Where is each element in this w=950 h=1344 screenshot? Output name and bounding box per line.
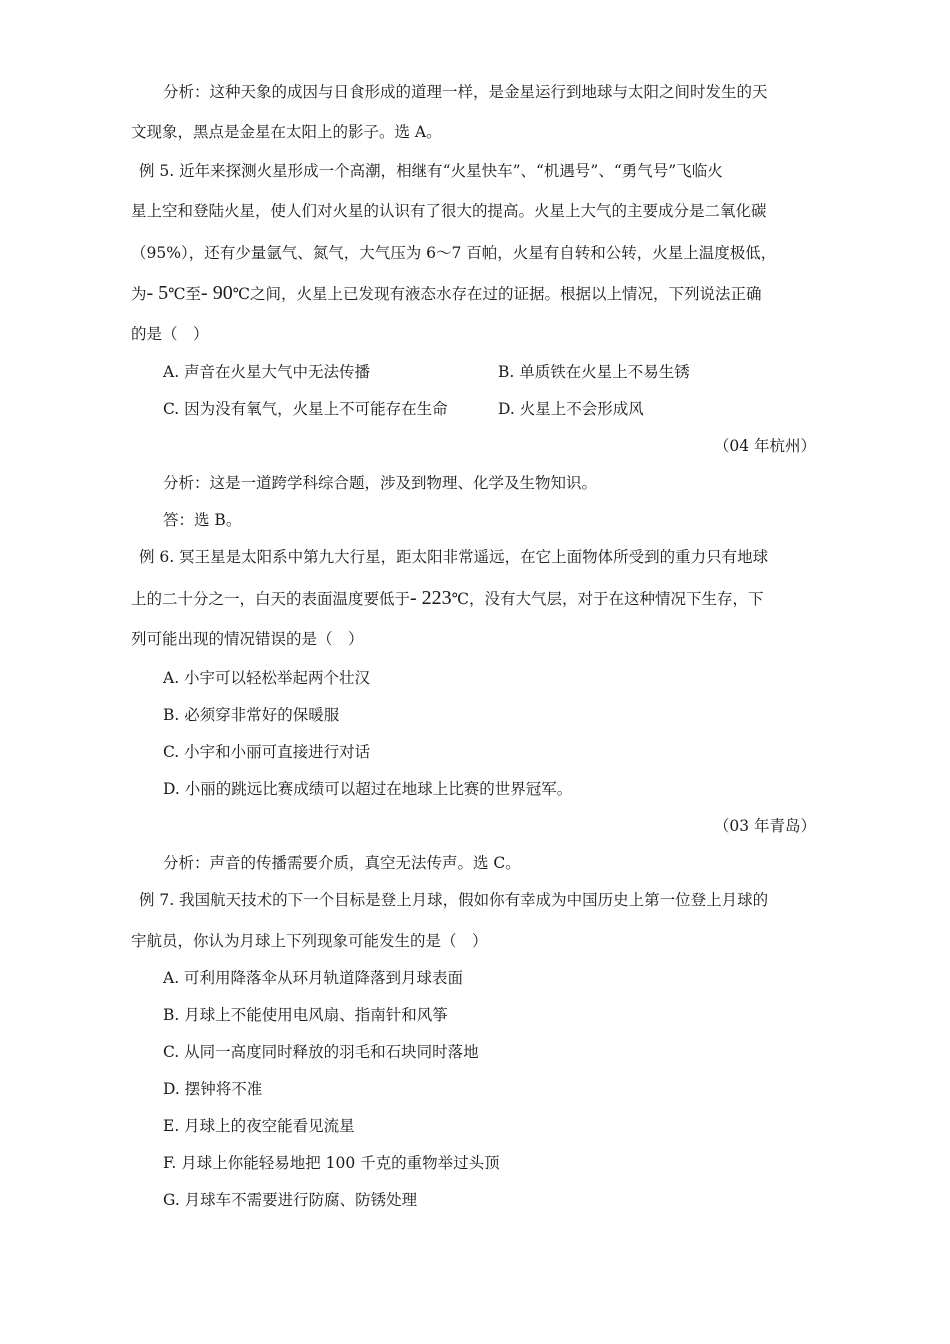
example-7-option-e: E. 月球上的夜空能看见流星 (163, 1117, 355, 1135)
example-6-source: （03 年青岛） (713, 817, 816, 835)
example-6-analysis: 分析：声音的传播需要介质，真空无法传声。选 C。 (163, 854, 521, 872)
text: ℃之间，火星上已发现有液态水存在过的证据。根据以上情况，下列说法正确 (232, 285, 762, 303)
example-6-line2 (131, 587, 764, 610)
example-6-option-a: A. 小宇可以轻松举起两个壮汉 (163, 669, 371, 687)
example-5-source: （04 年杭州） (713, 437, 816, 455)
example-5-option-c: C. 因为没有氧气，火星上不可能存在生命 (163, 400, 448, 418)
example-5-analysis: 分析：这是一道跨学科综合题，涉及到物理、化学及生物知识。 (163, 474, 598, 492)
analysis-ex4-line1: 分析：这种天象的成因与日食形成的道理一样，是金星运行到地球与太阳之间时发生的天 (163, 83, 768, 101)
temperature-value: - 5 (146, 282, 169, 304)
example-7-option-d: D. 摆钟将不准 (163, 1080, 263, 1098)
example-6-line3: 列可能出现的情况错误的是（ ） (131, 630, 364, 648)
example-5-option-a: A. 声音在火星大气中无法传播 (163, 363, 371, 381)
example-6-option-d: D. 小丽的跳远比赛成绩可以超过在地球上比赛的世界冠军。 (163, 780, 573, 798)
example-5-option-b: B. 单质铁在火星上不易生锈 (498, 363, 690, 381)
example-5-line3: （95%），还有少量氩气、氮气，大气压为 6～7 百帕，火星有自转和公转，火星上温度极低， (131, 244, 777, 262)
example-5-line2: 星上空和登陆火星，使人们对火星的认识有了很大的提高。火星上大气的主要成分是二氧化碳 (131, 202, 767, 220)
analysis-ex4-line2: 文现象，黑点是金星在太阳上的影子。选 A。 (131, 123, 442, 141)
example-7-option-b: B. 月球上不能使用电风扇、指南针和风筝 (163, 1006, 448, 1024)
example-6-option-b: B. 必须穿非常好的保暖服 (163, 706, 340, 724)
example-7-option-f: F. 月球上你能轻易地把 100 千克的重物举过头顶 (163, 1154, 500, 1172)
text: 上的二十分之一，白天的表面温度要低于 (131, 590, 411, 608)
example-5-answer: 答：选 B。 (163, 511, 242, 529)
example-6-line1: 例 6. 冥王星是太阳系中第九大行星，距太阳非常遥远，在它上面物体所受到的重力只有地球 (139, 548, 769, 566)
temperature-value: - 223 (410, 587, 452, 609)
example-5-line5: 的是（ ） (131, 325, 209, 343)
example-7-option-a: A. 可利用降落伞从环月轨道降落到月球表面 (163, 969, 464, 987)
example-7-option-c: C. 从同一高度同时释放的羽毛和石块同时落地 (163, 1043, 479, 1061)
text: ℃至 (168, 285, 202, 303)
text: 为 (131, 285, 147, 303)
example-7-line1: 例 7. 我国航天技术的下一个目标是登上月球，假如你有幸成为中国历史上第一位登上月球的 (139, 891, 769, 909)
example-6-option-c: C. 小宇和小丽可直接进行对话 (163, 743, 371, 761)
temperature-value: - 90 (201, 282, 233, 304)
example-7-option-g: G. 月球车不需要进行防腐、防锈处理 (163, 1191, 418, 1209)
example-5-line1: 例 5. 近年来探测火星形成一个高潮，相继有“火星快车”、“机遇号”、“勇气号”飞临火 (139, 162, 723, 180)
example-5-option-d: D. 火星上不会形成风 (498, 400, 644, 418)
example-7-line2: 宇航员，你认为月球上下列现象可能发生的是（ ） (131, 932, 488, 950)
text: ℃，没有大气层，对于在这种情况下生存，下 (451, 590, 764, 608)
example-5-line4 (131, 282, 762, 305)
